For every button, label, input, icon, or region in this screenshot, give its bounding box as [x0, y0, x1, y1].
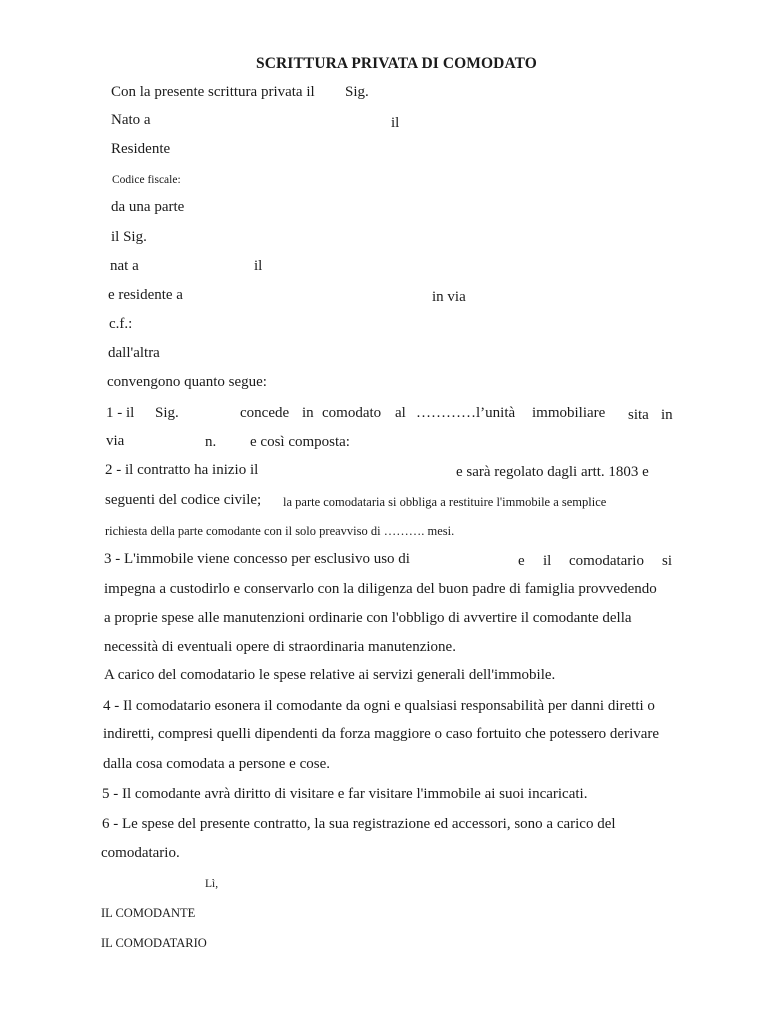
party2-il: il — [254, 258, 263, 274]
clause1-unita: …………l’unità — [416, 405, 516, 421]
clause1-in: in — [302, 405, 314, 421]
clause6-line2: comodatario. — [101, 845, 180, 861]
party2-in-via: in via — [432, 289, 466, 305]
clause2-line1b: e sarà regolato dagli artt. 1803 e — [456, 464, 649, 480]
clause1-composta: e così composta: — [250, 434, 350, 450]
clause1-concede: concede — [240, 405, 290, 421]
party1-da-una-parte: da una parte — [111, 199, 185, 215]
signature-comodatario: IL COMODATARIO — [101, 936, 207, 950]
clause1-immobiliare: immobiliare — [532, 405, 606, 421]
document-title: SCRITTURA PRIVATA DI COMODATO — [256, 55, 537, 72]
convengono-line: convengono quanto segue: — [107, 374, 267, 390]
clause1-sig: Sig. — [155, 405, 179, 421]
party1-nato-a: Nato a — [111, 112, 151, 128]
clause1-comodato: comodato — [322, 405, 382, 421]
clause4-line2: indiretti, compresi quelli dipendenti da forza maggiore o caso fortuito che potessero derivare — [103, 726, 660, 742]
clause3-line3: a proprie spese alle manutenzioni ordinarie con l'obbligo di avvertire il comodante della — [104, 610, 632, 626]
clause3-il: il — [543, 553, 552, 569]
clause1-al: al — [395, 405, 406, 421]
signature-comodante: IL COMODANTE — [101, 906, 196, 920]
party2-residente-a: e residente a — [108, 287, 183, 303]
clause5-line: 5 - Il comodante avrà diritto di visitare e far visitare l'immobile ai suoi incaricati. — [102, 786, 588, 802]
clause1-via: via — [106, 433, 125, 449]
party1-il: il — [391, 115, 400, 131]
party2-il-sig: il Sig. — [111, 229, 147, 245]
clause6-line1: 6 - Le spese del presente contratto, la sua registrazione ed accessori, sono a carico del — [102, 816, 616, 832]
clause2-line3: richiesta della parte comodante con il solo preavviso di ………. mesi. — [105, 524, 455, 538]
clause2-line1a: 2 - il contratto ha inizio il — [105, 462, 259, 478]
clause4-line1: 4 - Il comodatario esonera il comodante da ogni e qualsiasi responsabilità per danni diretti o — [103, 698, 655, 714]
clause3-line2: impegna a custodirlo e conservarlo con la diligenza del buon padre di famiglia provvedendo — [104, 581, 657, 597]
clause2-line2b: la parte comodataria si obbliga a restituire l'immobile a semplice — [283, 495, 607, 509]
clause1-in2: in — [661, 407, 673, 423]
clause3-line4: necessità di eventuali opere di straordinaria manutenzione. — [104, 639, 456, 655]
clause1-sita: sita — [628, 407, 649, 423]
clause3-e: e — [518, 553, 525, 569]
party1-intro: Con la presente scrittura privata il — [111, 84, 315, 100]
party2-nat-a: nat a — [110, 258, 139, 274]
party2-cf: c.f.: — [109, 316, 133, 332]
clause1-num: 1 - il — [106, 405, 135, 421]
party1-residente: Residente — [111, 141, 171, 157]
party1-sig: Sig. — [345, 84, 369, 100]
party1-codice-fiscale: Codice fiscale: — [112, 174, 181, 186]
party2-dall-altra: dall'altra — [108, 345, 160, 361]
clause3-si: si — [662, 553, 673, 569]
clause4-line3: dalla cosa comodata a persone e cose. — [103, 756, 330, 772]
clause3-comodatario: comodatario — [569, 553, 644, 569]
place-date: Lì, — [205, 878, 219, 890]
clause2-line2a: seguenti del codice civile; — [105, 492, 262, 508]
clause1-n: n. — [205, 434, 217, 450]
carico-line: A carico del comodatario le spese relative ai servizi generali dell'immobile. — [104, 667, 556, 683]
clause3-line1a: 3 - L'immobile viene concesso per esclusivo uso di — [104, 551, 410, 567]
